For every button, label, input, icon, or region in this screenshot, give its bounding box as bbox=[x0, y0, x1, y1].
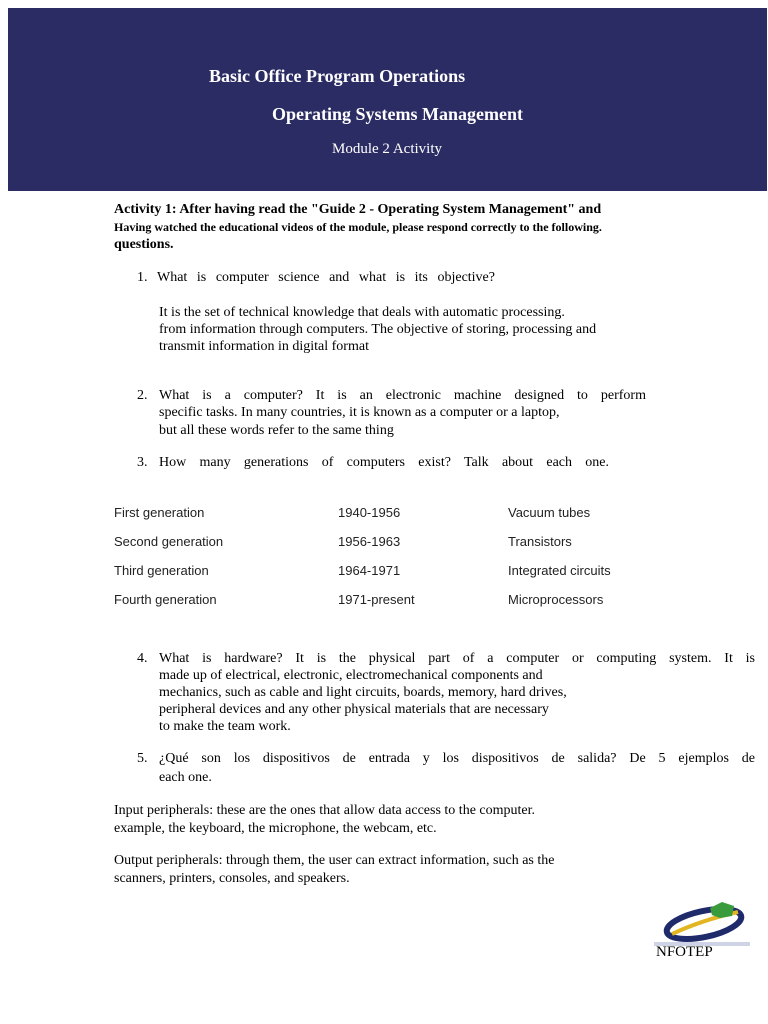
q1-question: What is computer science and what is its objective? bbox=[157, 270, 495, 285]
table-row bbox=[114, 505, 634, 534]
q5-number: 5. bbox=[137, 751, 148, 766]
q1-answer-line-2: from information through computers. The objective of storing, processing and bbox=[159, 322, 597, 337]
q4-line-5: to make the team work. bbox=[159, 719, 291, 734]
q4-line-1: What is hardware? It is the physical part of a computer or computing system. It is bbox=[159, 651, 755, 666]
generations-table bbox=[114, 505, 634, 621]
generation-technology: Transistors bbox=[508, 534, 572, 549]
generation-name: First generation bbox=[114, 505, 205, 520]
q2-line-1: What is a computer? It is an electronic machine designed to perform bbox=[159, 388, 646, 403]
document-title: Basic Office Program Operations bbox=[209, 66, 466, 86]
activity-heading-line-2: Having watched the educational videos of the module, please respond correctly to the following. bbox=[114, 220, 602, 234]
q3-number: 3. bbox=[137, 455, 148, 470]
output-peripherals-line-2: scanners, printers, consoles, and speakers. bbox=[114, 871, 350, 886]
generation-technology: Vacuum tubes bbox=[508, 505, 591, 520]
q2-line-3: but all these words refer to the same thing bbox=[159, 423, 394, 438]
q4-line-3: mechanics, such as cable and light circuits, boards, memory, hard drives, bbox=[159, 685, 567, 700]
q2-number: 2. bbox=[137, 388, 148, 403]
activity-heading-line-1: Activity 1: After having read the "Guide 2 - Operating System Management" and bbox=[114, 202, 602, 217]
logo-text: NFOTEP bbox=[656, 944, 713, 960]
q1-answer-line-1: It is the set of technical knowledge that deals with automatic processing. bbox=[159, 305, 565, 320]
table-row bbox=[114, 563, 634, 592]
activity-heading-line-3: questions. bbox=[114, 237, 174, 252]
generation-name: Second generation bbox=[114, 534, 224, 549]
generation-technology: Microprocessors bbox=[508, 592, 604, 607]
generation-years: 1956-1963 bbox=[338, 534, 401, 549]
input-peripherals-line-2: example, the keyboard, the microphone, the webcam, etc. bbox=[114, 821, 437, 836]
q1-answer-line-3: transmit information in digital format bbox=[159, 339, 369, 354]
q1-number: 1. bbox=[137, 270, 148, 285]
input-peripherals-line-1: Input peripherals: these are the ones that allow data access to the computer. bbox=[114, 803, 536, 818]
table-row bbox=[114, 534, 634, 563]
q5-line-2: each one. bbox=[159, 770, 212, 785]
logo-emblem-icon bbox=[652, 898, 752, 948]
generation-years: 1964-1971 bbox=[338, 563, 401, 578]
q3-question: How many generations of computers exist? Talk about each one. bbox=[159, 455, 609, 470]
generation-name: Fourth generation bbox=[114, 592, 217, 607]
q5-line-1: ¿Qué son los dispositivos de entrada y los dispositivos de salida? De 5 ejemplos de bbox=[159, 751, 755, 766]
generation-technology: Integrated circuits bbox=[508, 563, 611, 578]
q4-number: 4. bbox=[137, 651, 148, 666]
q2-line-2: specific tasks. In many countries, it is known as a computer or a laptop, bbox=[159, 405, 560, 420]
generation-years: 1940-1956 bbox=[338, 505, 401, 520]
q4-line-2: made up of electrical, electronic, electromechanical components and bbox=[159, 668, 543, 683]
output-peripherals-line-1: Output peripherals: through them, the user can extract information, such as the bbox=[114, 853, 555, 868]
document-subtitle: Operating Systems Management bbox=[272, 104, 523, 124]
table-row bbox=[114, 592, 634, 621]
generation-name: Third generation bbox=[114, 563, 209, 578]
module-label: Module 2 Activity bbox=[332, 141, 442, 157]
header-banner bbox=[8, 8, 767, 191]
infotep-logo bbox=[652, 898, 752, 968]
q4-line-4: peripheral devices and any other physical materials that are necessary bbox=[159, 702, 549, 717]
generation-years: 1971-present bbox=[338, 592, 415, 607]
